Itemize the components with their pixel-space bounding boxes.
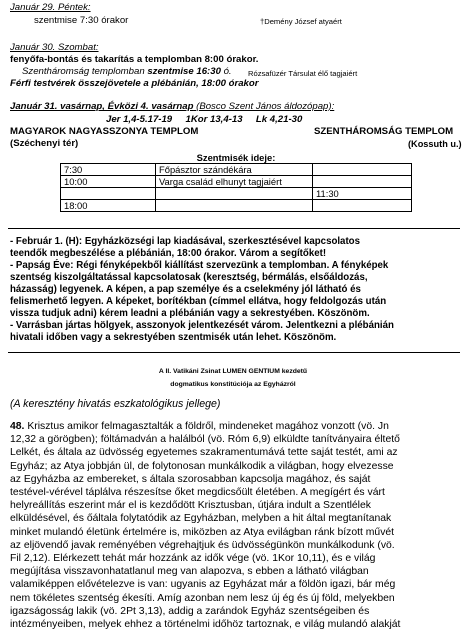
table-row (61, 164, 412, 176)
article-line: Krisztus amikor felmagasztalták a földről, mindeneket magához vonzott (vö. Jn (24, 421, 389, 432)
table-header-row (61, 152, 412, 164)
mass-right (313, 176, 412, 188)
jan30-date: Január 30. Szombat: (10, 42, 99, 53)
announcement-line: teendők megbeszélése a plébánián, 18:00 órakor. Várom a segítőket! (10, 248, 327, 259)
table-row (61, 176, 412, 188)
announcement-line: házasság) legyenek. A képen, a pap személye és a cselekmény jól látható és (10, 284, 361, 295)
mass-intention: Főpásztor szándékára (156, 164, 313, 176)
church-right: SZENTHÁROMSÁG TEMPLOM (314, 126, 454, 137)
announcement-line: felismerhető legyen. A képeket, borítékban (címmel ellátva, hogy feldolgozás után (10, 296, 387, 307)
reading2: 13,4-13 (210, 114, 243, 125)
article-line: Fil 2,12). Elérkezett tehát már hozzánk az idők vége (vö. 1Kor 10,11), és e világ (10, 553, 376, 565)
church-left: MAGYAROK NAGYASSZONYA TEMPLOM (10, 126, 199, 137)
mass-intention (156, 188, 313, 200)
divider (8, 352, 460, 353)
reading3-label: Lk (255, 114, 268, 125)
mass-right (313, 200, 412, 212)
article-body (10, 420, 400, 631)
article-line: minket mulandó életünk értelmére is, miközben az Atya evilágban ránk bízott művét (10, 526, 395, 538)
article-title: A II. Vatikáni Zsinat LUMEN GENTIUM kezdetű (158, 368, 308, 375)
article-line: helyreállítás eszerint már el is kezdődött Krisztusban, útjára indult a Szentlélek (10, 500, 371, 512)
paragraph-number: 48. (10, 421, 25, 432)
article-line: intézményeiben, melyek ehhez a történelmi időhöz tartoznak, e világ mulandó alakját (10, 619, 401, 631)
announcement-line: hivatali időben vagy a sekrestyében szentmisék után lehet. Köszönöm. (10, 332, 337, 343)
reading2-label: 1Kor (185, 114, 208, 125)
jan31-date-text: Január 31. vasárnap, Évközi 4. vasárnap (10, 101, 194, 112)
mass-intention: Varga család elhunyt tagjaiért (156, 176, 313, 188)
article-title-2: dogmatikus konstitúciója az Egyházról (170, 381, 296, 388)
article-subtitle: (A keresztény hivatás eszkatológikus jellege) (10, 398, 221, 410)
mass-time (61, 188, 156, 200)
article-line: elküldésével, és őáltala folytatódik az Egyházban, melyben a hit által megtanítanak (10, 513, 392, 525)
announcement-line: vissza tudjuk adni) kérem leadni a plébánián vagy a sekrestyében. Köszönöm. (10, 308, 370, 319)
jan29-date: Január 29. Péntek: (10, 2, 91, 13)
announcement-line: - Varrásban jártas hölgyek, asszonyok jelentkezését várom. Jelentkezni a plébánián (10, 320, 394, 331)
mass-intention (156, 200, 313, 212)
mass-time: 10:00 (61, 176, 156, 188)
article-line: 12,32 a görögben); föltámadván a halálból (vö. Róm 6,9) elküldte tanítványaira éltető (10, 434, 400, 446)
jan30-line1: fenyőfa-bontás és takarítás a templomban 8:00 órakor. (10, 54, 259, 65)
jan30-church: Szentháromság templomban (22, 66, 145, 77)
mass-time: 7:30 (61, 164, 156, 176)
table-row (61, 200, 412, 212)
article-line: nem tökéletes szentség ékesíti. Amíg azonban nem lesz új ég és új föld, melyekben (10, 592, 395, 604)
church-left-sub: (Széchenyi tér) (10, 138, 79, 149)
article-line: Lelkét, és általa az üdvösség egyetemes szakramentumává tette saját testét, ami az (10, 447, 398, 459)
church-right-sub: (Kossuth u.) (408, 139, 462, 149)
mass-schedule-table (60, 152, 412, 212)
announcement-line: - Február 1. (H): Egyházközségi lap kiadásával, szerkesztésével kapcsolatos (10, 236, 360, 247)
jan30-mass-time: szentmise 16:30 (147, 66, 221, 77)
mass-right (313, 164, 412, 176)
announcement-line: szentség kiszolgáltatással kapcsolatosak (keresztség, bérmálás, elsőáldozás, (10, 272, 368, 283)
jan30-line3: Férfi testvérek összejövetele a plébánián, 18:00 órakor (10, 78, 259, 89)
article-line: az Egyházba az embereket, s általa szorosabban kapcsolja magához, és saját (10, 473, 371, 485)
jan30-hour-abbr: ó. (223, 66, 232, 77)
article-line: az eljövendő javak reményében végrehajtjuk és üdvösségünkön munkálkodunk (vö. (10, 539, 395, 551)
jan30-line2 (22, 66, 232, 78)
table-header: Szentmisék ideje: (61, 152, 412, 164)
divider (8, 228, 460, 229)
table-row (61, 188, 412, 200)
article-line: testével-vérével táplálva részesítse őket megdicsőült életében. A megígért és várt (10, 487, 385, 499)
jan31-readings (106, 114, 302, 126)
mass-right: 11:30 (313, 188, 412, 200)
mass-time: 18:00 (61, 200, 156, 212)
article-line: valamiképpen elővételezve is van: ugyanis az Egyházat már a földön igazi, bár még (10, 579, 396, 591)
jan31-feast: (Bosco Szent János áldozópap): (196, 101, 335, 112)
article-line: megújítása visszavonhatatlanul meg van alapozva, s ebben a látható világban (10, 566, 369, 578)
reading1: 1,4-5.17-19 (123, 114, 173, 125)
article-line: Egyház; az Atya jobbján ül, de folytonosan munkálkodik a világban, hogy elvezesse (10, 460, 394, 472)
jan29-intention: †Demény József atyaért (260, 17, 342, 26)
announcement-line: - Papság Éve: Régi fényképekből kiállítást szervezünk a templomban. A fényképek (10, 260, 389, 271)
article-line: igazságosság lakik (vö. 2Pt 3,13), addig a zarándok Egyház szentségeiben és (10, 605, 370, 617)
reading1-label: Jer (106, 114, 121, 125)
jan31-date (10, 101, 334, 113)
jan30-intention: Rózsafüzér Társulat élő tagjaiért (248, 69, 358, 78)
reading3: 4,21-30 (269, 114, 303, 125)
jan29-mass: szentmise 7:30 órakor (34, 15, 129, 26)
